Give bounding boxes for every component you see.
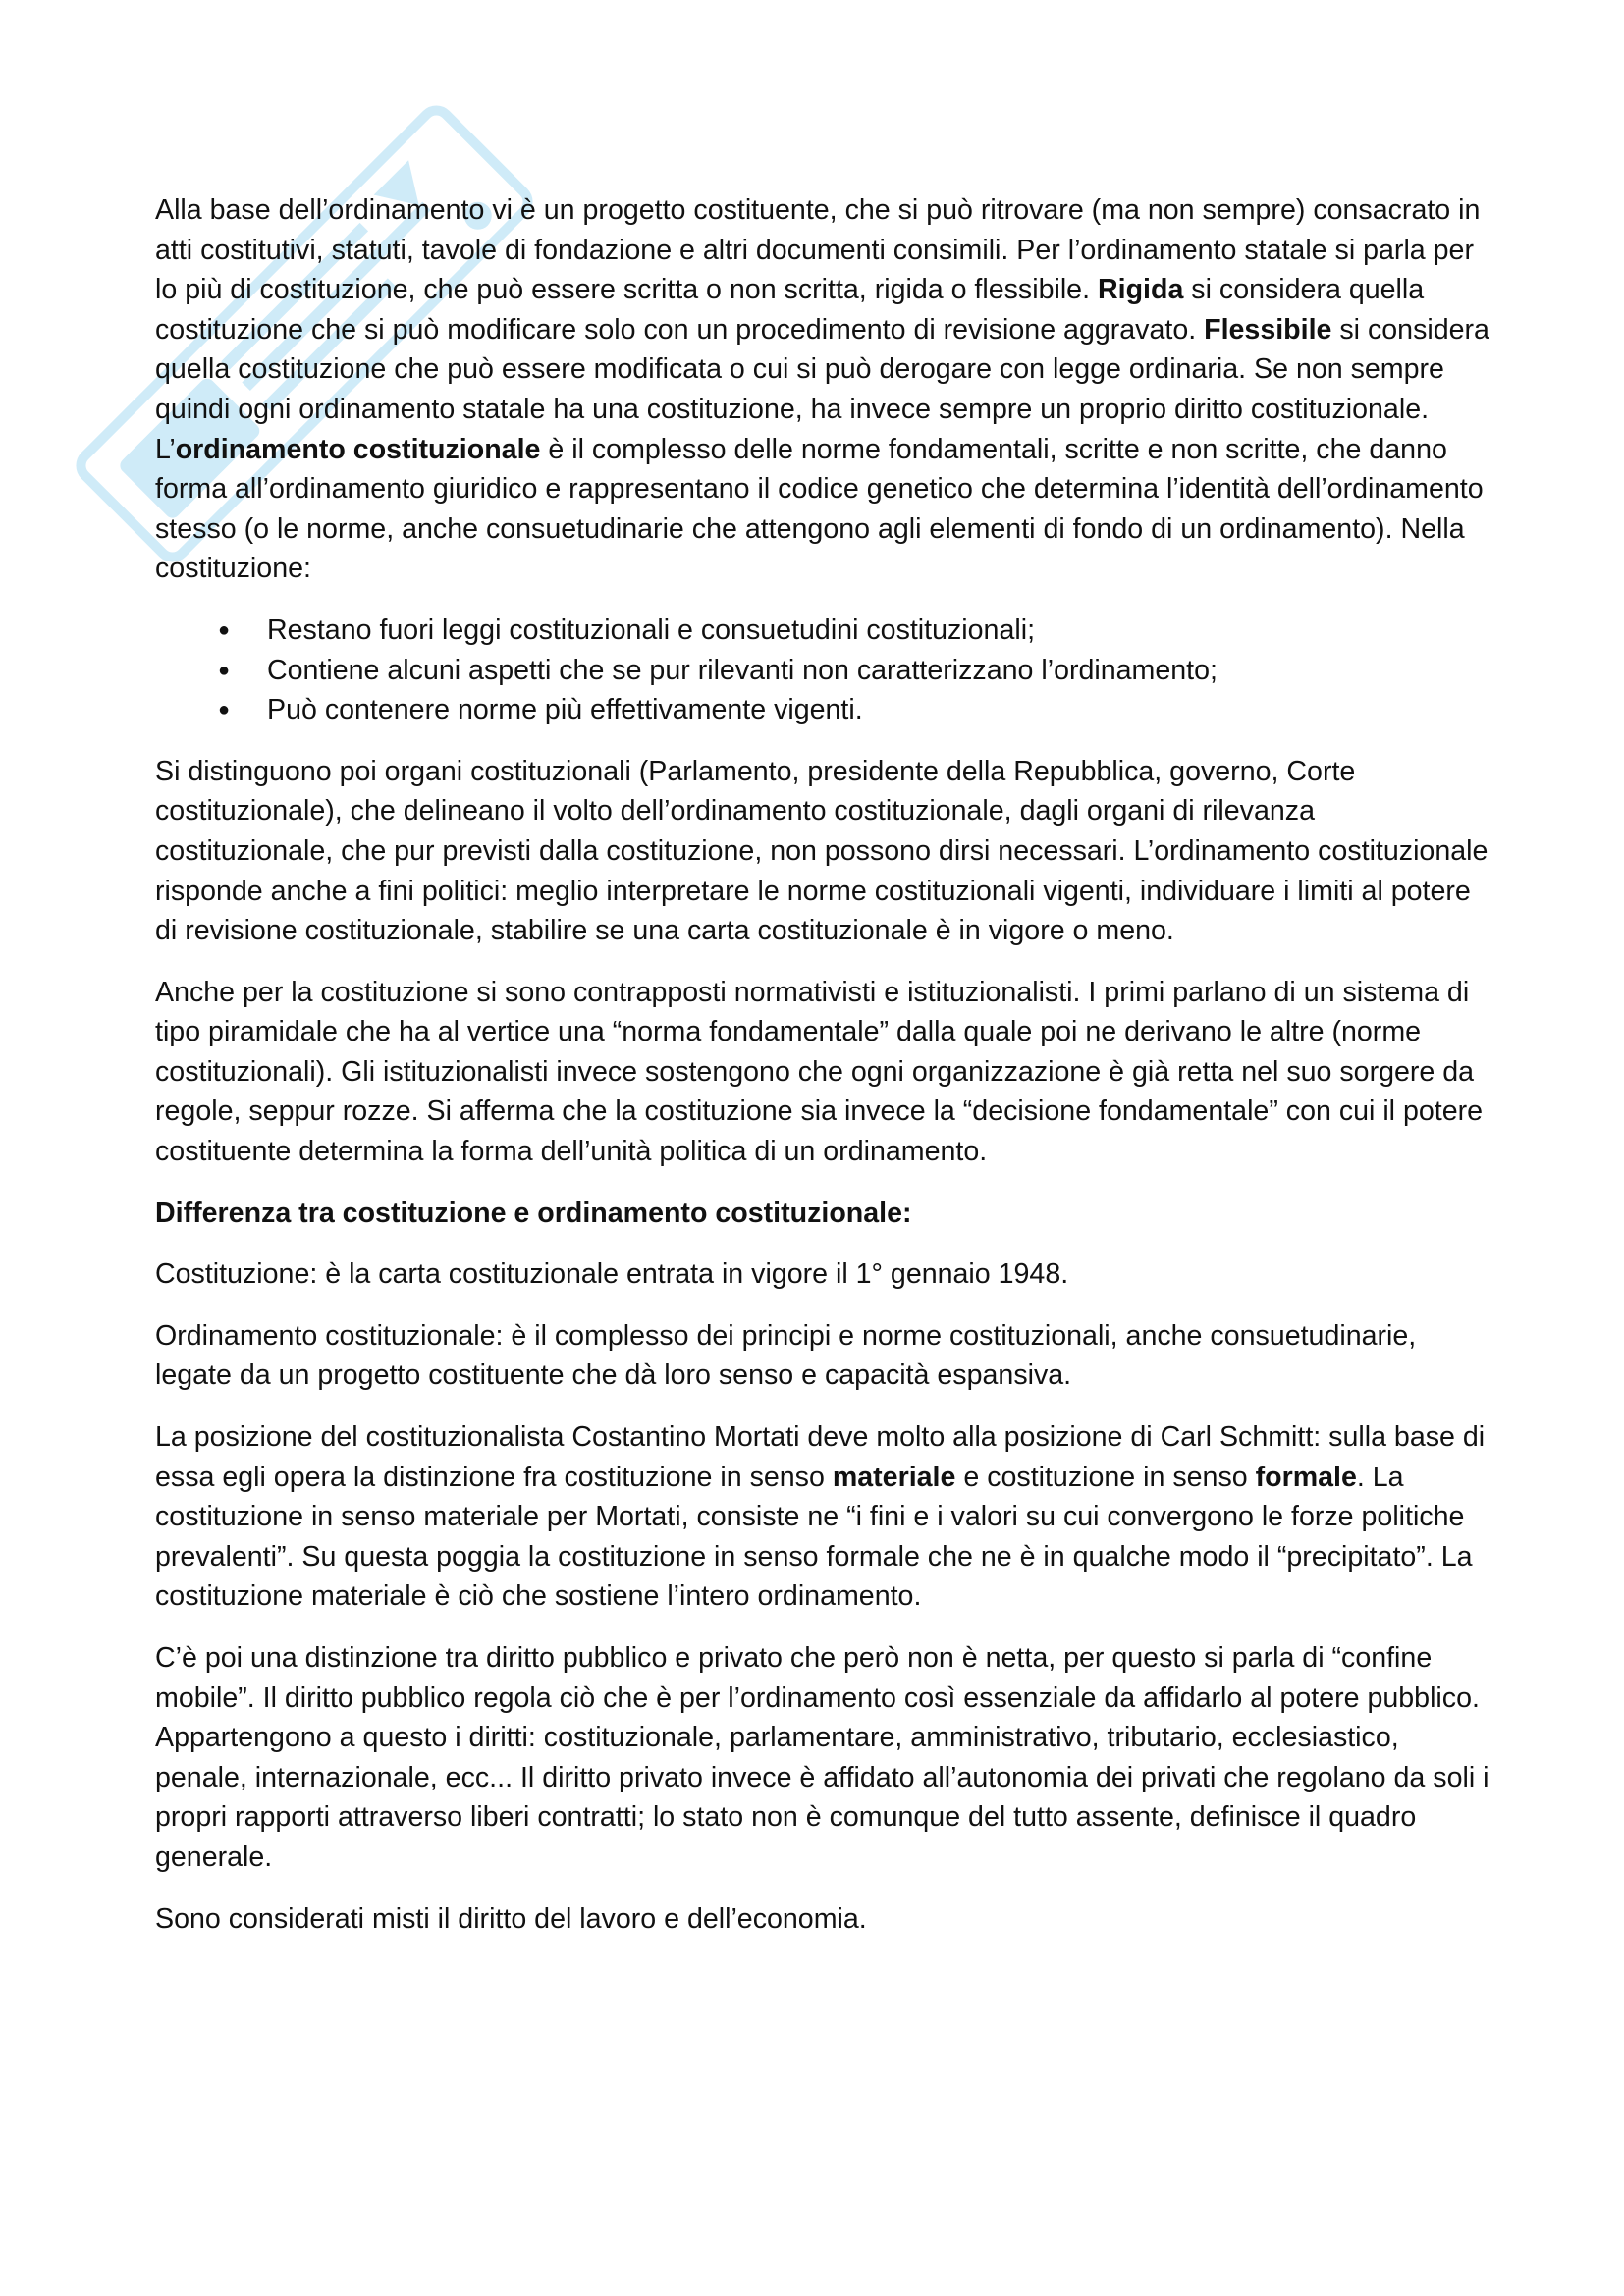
document-page	[155, 190, 1490, 1960]
paragraph-intro: Alla base dell’ordinamento vi è un progetto costituente, che si può ritrovare (ma non sempre) consacrato in atti costitutivi, statuti, tavole di fondazione e altri documenti consimili. Per l’ordinamento statale si parla per lo più di costituzione, che può essere scritta o non scritta, rigida o flessibile. Rigida si considera quella costituzione che si può modificare solo con un procedimento di revisione aggravato. Flessibile si considera quella costituzione che può essere modificata o cui si può derogare con legge ordinaria. Se non sempre quindi ogni ordinamento statale ha una costituzione, ha invece sempre un proprio diritto costituzionale. L’ordinamento costituzionale è il complesso delle norme fondamentali, scritte e non scritte, che danno forma all’ordinamento giuridico e rappresentano il codice genetico che determina l’identità dell’ordinamento stesso (o le norme, anche consuetudinarie che attengono agli elementi di fondo di un ordinamento). Nella costituzione:	[155, 194, 1489, 585]
section-heading: Differenza tra costituzione e ordinamento costituzionale:	[155, 1197, 912, 1229]
term-materiale: materiale	[832, 1461, 956, 1493]
bullet-list	[155, 611, 1490, 730]
list-item: ● Può contenere norme più effettivamente vigenti.	[267, 690, 1490, 730]
paragraph-mortati: La posizione del costituzionalista Costantino Mortati deve molto alla posizione di Carl Schmitt: sulla base di essa egli opera la distinzione fra costituzione in senso materiale e costituzione in senso formale. La costituzione in senso materiale per Mortati, consiste ne “i fini e i valori su cui convergono le forze politiche prevalenti”. Su questa poggia la costituzione in senso formale che ne è in qualche modo il “precipitato”. La costituzione materiale è ciò che sostiene l’intero ordinamento.	[155, 1421, 1486, 1613]
paragraph-diritto-pubblico-privato: C’è poi una distinzione tra diritto pubblico e privato che però non è netta, per questo si parla di “confine mobile”. Il diritto pubblico regola ciò che è per l’ordinamento così essenziale da affidarlo al potere pubblico. Appartengono a questo i diritti: costituzionale, parlamentare, amministrativo, tributario, ecclesiastico, penale, internazionale, ecc... Il diritto privato invece è affidato all’autonomia dei privati che regolano da soli i propri rapporti attraverso liberi contratti; lo stato non è comunque del tutto assente, definisce il quadro generale.	[155, 1642, 1489, 1873]
paragraph-misti: Sono considerati misti il diritto del lavoro e dell’economia.	[155, 1902, 867, 1935]
term-ordinamento-costituzionale: ordinamento costituzionale	[175, 433, 541, 465]
list-item: ● Contiene alcuni aspetti che se pur rilevanti non caratterizzano l’ordinamento;	[267, 651, 1490, 691]
term-flessibile: Flessibile	[1204, 313, 1332, 346]
term-rigida: Rigida	[1097, 274, 1184, 306]
paragraph-ordinamento-def: Ordinamento costituzionale: è il complesso dei principi e norme costituzionali, anche consuetudinarie, legate da un progetto costituente che dà loro senso e capacità espansiva.	[155, 1319, 1417, 1392]
paragraph-costituzione-def: Costituzione: è la carta costituzionale entrata in vigore il 1° gennaio 1948.	[155, 1258, 1069, 1291]
term-formale: formale	[1255, 1461, 1357, 1493]
paragraph-organi: Si distinguono poi organi costituzionali (Parlamento, presidente della Repubblica, governo, Corte costituzionale), che delineano il volto dell’ordinamento costituzionale, dagli organi di rilevanza costituzionale, che pur previsti dalla costituzione, non possono dirsi necessari. L’ordinamento costituzionale risponde anche a fini politici: meglio interpretare le norme costituzionali vigenti, individuare i limiti al potere di revisione costituzionale, stabilire se una carta costituzionale è in vigore o meno.	[155, 755, 1489, 947]
paragraph-normativisti: Anche per la costituzione si sono contrapposti normativisti e istituzionalisti. I primi parlano di un sistema di tipo piramidale che ha al vertice una “norma fondamentale” dalla quale poi ne derivano le altre (norme costituzionali). Gli istituzionalisti invece sostengono che ogni organizzazione è già retta nel suo sorgere da regole, seppur rozze. Si afferma che la costituzione sia invece la “decisione fondamentale” con cui il potere costituente determina la forma dell’unità politica di un ordinamento.	[155, 976, 1484, 1168]
list-item: ● Restano fuori leggi costituzionali e consuetudini costituzionali;	[267, 611, 1490, 651]
